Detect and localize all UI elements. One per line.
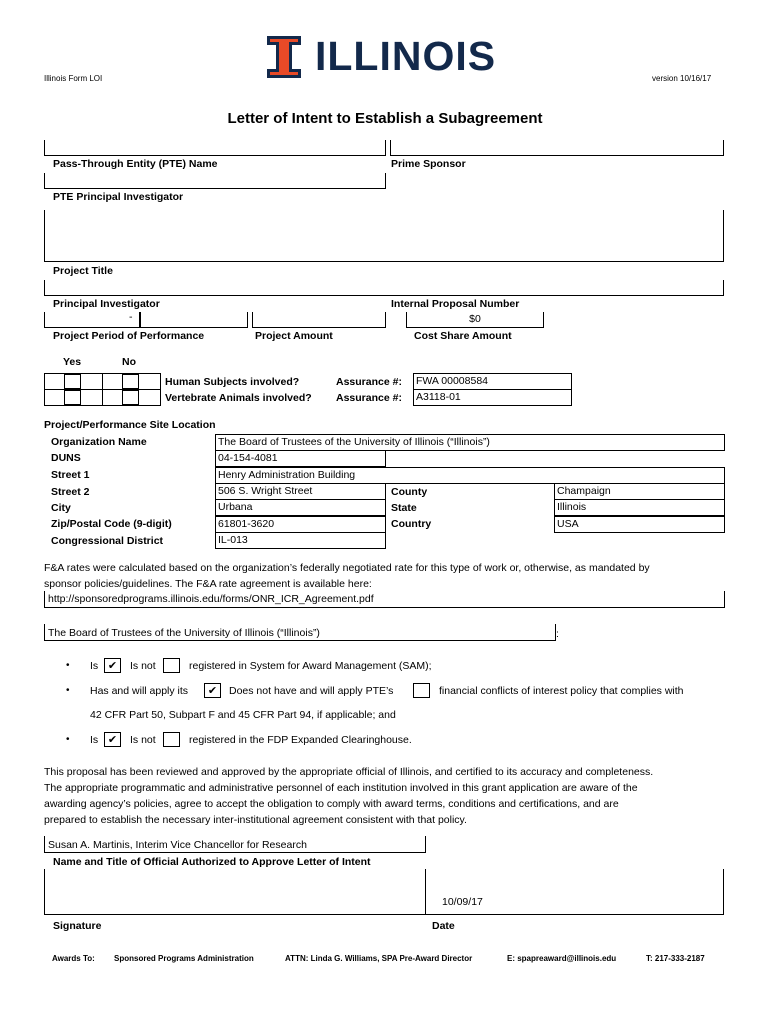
pte-name-field[interactable]: [44, 140, 386, 156]
vertebrate-animals-label: Vertebrate Animals involved?: [165, 392, 312, 404]
no-label: No: [122, 356, 136, 368]
project-title-field[interactable]: [44, 210, 724, 262]
district-label: Congressional District: [51, 535, 164, 547]
footer-email[interactable]: E: spapreaward@illinois.edu: [507, 954, 617, 963]
cost-share-value: $0: [469, 313, 481, 325]
logo-wordmark: ILLINOIS: [315, 33, 497, 79]
pi-field[interactable]: [44, 280, 724, 296]
statement-line3: awarding agency’s policies, agree to accept the obligation to comply with award terms, conditions and certifications, and are: [44, 798, 619, 810]
street2-label: Street 2: [51, 486, 90, 498]
fa-url[interactable]: http://sponsoredprograms.illinois.edu/forms/ONR_ICR_Agreement.pdf: [48, 593, 374, 605]
assurance-label: Assurance #:: [336, 392, 402, 404]
statement-line2: The appropriate programmatic and administrative personnel of each institution involved in this grant application are aware of the: [44, 782, 638, 794]
illinois-logo: [267, 33, 502, 80]
block-i-icon: [267, 36, 301, 78]
official-label: Name and Title of Official Authorized to Approve Letter of Intent: [53, 856, 371, 868]
pte-pi-label: PTE Principal Investigator: [53, 191, 184, 203]
pte-name-label: Pass-Through Entity (PTE) Name: [53, 158, 218, 170]
street1-label: Street 1: [51, 469, 90, 481]
sam-isnot-label: Is not: [130, 660, 156, 672]
date-value: 10/09/17: [442, 896, 483, 908]
street1-field[interactable]: Henry Administration Building: [215, 467, 725, 484]
entity-colon: :: [556, 628, 559, 640]
human-yes-checkbox[interactable]: [64, 374, 81, 389]
fdp-is-label: Is: [90, 734, 99, 746]
fa-text-line2: sponsor policies/guidelines. The F&A rate agreement is available here:: [44, 578, 372, 590]
sam-is-label: Is: [90, 660, 99, 672]
official-name: Susan A. Martinis, Interim Vice Chancellor for Research: [48, 839, 307, 851]
project-amount-label: Project Amount: [255, 330, 333, 342]
vertebrate-yes-checkbox[interactable]: [64, 390, 81, 405]
human-no-checkbox[interactable]: [122, 374, 139, 389]
prime-sponsor-label: Prime Sponsor: [391, 158, 466, 170]
version-label: version 10/16/17: [652, 74, 712, 83]
date-field[interactable]: [426, 869, 724, 915]
duns-label: DUNS: [51, 452, 81, 464]
footer-phone: T: 217-333-2187: [646, 954, 705, 963]
official-name-field[interactable]: [44, 836, 426, 853]
form-id: Illinois Form LOI: [44, 74, 103, 83]
fdp-text: registered in the FDP Expanded Clearinghouse.: [189, 734, 412, 746]
duns-field[interactable]: 04-154-4081: [215, 450, 386, 467]
entity-name: The Board of Trustees of the University of Illinois (“Illinois”): [48, 627, 320, 639]
country-label: Country: [391, 518, 432, 530]
coi-doesnot-checkbox[interactable]: [413, 683, 430, 698]
coi-text: financial conflicts of interest policy that complies with: [439, 685, 684, 697]
fdp-isnot-checkbox[interactable]: [163, 732, 180, 747]
zip-label: Zip/Postal Code (9-digit): [51, 518, 172, 530]
coi-has-checkbox[interactable]: ✔: [204, 683, 221, 698]
coi-has-label: Has and will apply its: [90, 685, 189, 697]
district-field[interactable]: IL-013: [215, 532, 386, 549]
assurance-label: Assurance #:: [336, 376, 402, 388]
county-label: County: [391, 486, 428, 498]
prime-sponsor-field[interactable]: [390, 140, 724, 156]
human-subjects-label: Human Subjects involved?: [165, 376, 300, 388]
state-label: State: [391, 502, 417, 514]
country-field[interactable]: USA: [554, 516, 725, 533]
fa-text-line1: F&A rates were calculated based on the organization’s federally negotiated rate for this type of work or, otherwise, as mandated by: [44, 562, 650, 574]
state-field[interactable]: Illinois: [554, 499, 725, 516]
sam-is-checkbox[interactable]: ✔: [104, 658, 121, 673]
fdp-isnot-label: Is not: [130, 734, 156, 746]
coi-text-cont: 42 CFR Part 50, Subpart F and 45 CFR Part 94, if applicable; and: [90, 709, 396, 721]
vertebrate-assurance-field[interactable]: A3118-01: [413, 389, 572, 406]
org-name-field[interactable]: The Board of Trustees of the University of Illinois (“Illinois”): [215, 434, 725, 451]
signature-field[interactable]: [44, 869, 426, 915]
bullet: •: [66, 660, 70, 671]
sam-isnot-checkbox[interactable]: [163, 658, 180, 673]
coi-doesnot-label: Does not have and will apply PTE’s: [229, 685, 394, 697]
zip-field[interactable]: 61801-3620: [215, 516, 386, 533]
page-title: Letter of Intent to Establish a Subagreement: [227, 110, 543, 127]
human-assurance-field[interactable]: FWA 00008584: [413, 373, 572, 390]
pi-label: Principal Investigator: [53, 298, 160, 310]
street2-field[interactable]: 506 S. Wright Street: [215, 483, 386, 500]
org-label: Organization Name: [51, 436, 147, 448]
entity-name-field[interactable]: [44, 624, 556, 641]
statement-line4: prepared to establish the necessary inter-institutional agreement consistent with that policy.: [44, 814, 467, 826]
project-amount-field[interactable]: [252, 312, 386, 328]
footer-attn: ATTN: Linda G. Williams, SPA Pre-Award Director: [285, 954, 473, 963]
cost-share-label: Cost Share Amount: [414, 330, 512, 342]
internal-proposal-label: Internal Proposal Number: [391, 298, 520, 310]
yes-label: Yes: [63, 356, 82, 368]
project-title-label: Project Title: [53, 265, 113, 277]
signature-label: Signature: [53, 920, 102, 932]
sam-text: registered in System for Award Management (SAM);: [189, 660, 432, 672]
vertebrate-no-checkbox[interactable]: [122, 390, 139, 405]
footer-spa: Sponsored Programs Administration: [114, 954, 254, 963]
bullet: •: [66, 734, 70, 745]
period-start-field[interactable]: [44, 312, 140, 328]
fa-url-field[interactable]: [44, 591, 725, 608]
date-label: Date: [432, 920, 455, 932]
site-heading: Project/Performance Site Location: [44, 419, 216, 431]
period-label: Project Period of Performance: [53, 330, 205, 342]
bullet: •: [66, 685, 70, 696]
period-end-field[interactable]: [140, 312, 248, 328]
county-field[interactable]: Champaign: [554, 483, 725, 500]
statement-line1: This proposal has been reviewed and approved by the appropriate official of Illinois, and certified to its accuracy and completeness.: [44, 766, 654, 778]
city-label: City: [51, 502, 71, 514]
period-separator: -: [129, 311, 133, 323]
pte-pi-field[interactable]: [44, 173, 386, 189]
fdp-is-checkbox[interactable]: ✔: [104, 732, 121, 747]
footer-awards-to: Awards To:: [52, 954, 95, 963]
cost-share-field[interactable]: [406, 312, 544, 328]
city-field[interactable]: Urbana: [215, 499, 386, 516]
grid-divider: [102, 373, 103, 406]
